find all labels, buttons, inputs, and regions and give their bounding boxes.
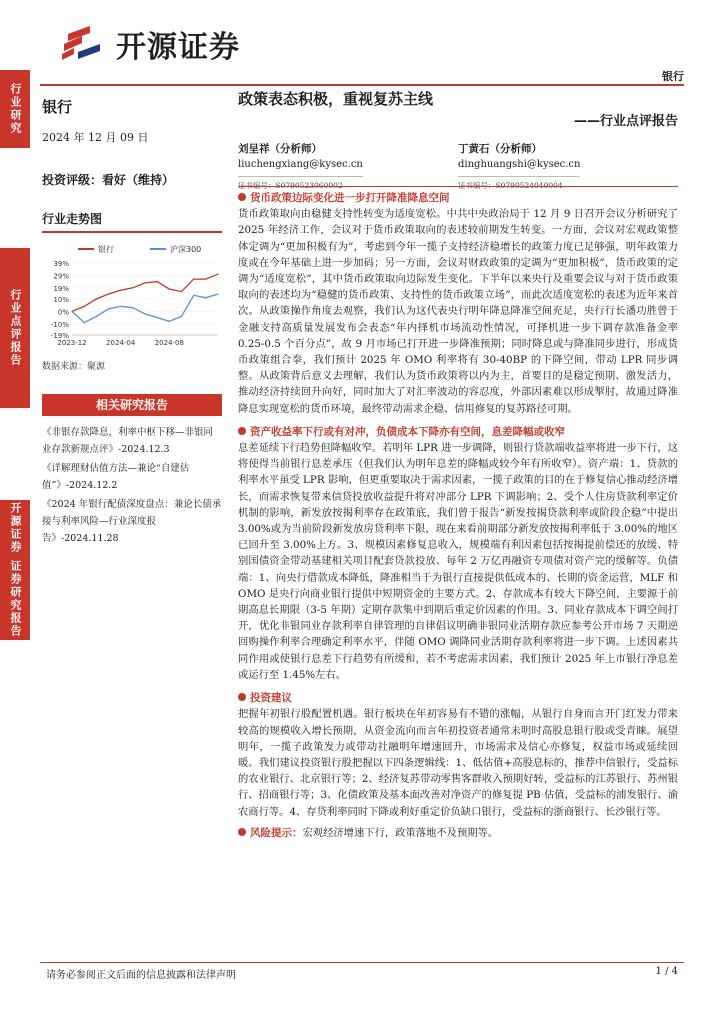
y-tick-label: 29%: [53, 272, 69, 281]
page-number: 1 / 4: [655, 966, 678, 977]
bullet-icon: [238, 193, 246, 201]
related-reports-header: 相关研究报告: [42, 394, 222, 416]
series-point: [96, 316, 97, 317]
series-point: [181, 316, 182, 317]
risk-warning: [238, 825, 678, 841]
main-body: [238, 188, 678, 843]
series-point: [217, 274, 218, 275]
series-point: [157, 281, 158, 282]
related-report-item[interactable]: 《非银存款降息，利率中枢下移—非银同业存款新规点评》-2024.12.3: [42, 427, 214, 455]
kysec-logo-icon: [60, 24, 106, 64]
analyst-rule: [238, 186, 678, 187]
series-point: [132, 307, 133, 308]
trend-title: 行业走势图: [42, 210, 222, 233]
section-heading: 资产收益率下行或有对冲，负债成本下降亦有空间，息差降幅或收窄: [238, 424, 678, 440]
section-paragraph: 货币政策取向由稳健支持性转变为适度宽松。中共中央政治局于 12 月 9 日召开会议分析研究了 2025 年经济工作，会议对于货币政策取向的表述较前期发生转变。一方面，会议对宏观政策整体定调为“更加积极有为”，考虑到今年一揽子支持经济稳增长的政策力度已足够强，明年政策力度或在今年基础上进一步加码；另一方面，会议对财政政策的定调为“更加积极”，货币政策的定调为“适度宽松”，其中货币政策取向边际发生变化。下半年以来央行及重要会议与对于货币政策取向的表述均为“稳健的货币政策、支持性的货币政策立场”，而此次适度宽松的表述为近年来首次。从政策操作角度去观察，我们认为这代表央行明年降息降准空间充足，央行行长潘功胜曾于金融支持高质量发展发布会表态“年内择机市场流动性情况，可择机进一步下调存款准备金率 0.25-0.5 个百分点”，故 9 月市场已打开进一步降准预期；同时降息或与降准同步进行，形成货币政策组合拳，我们预计 2025 年 OMO 利率将有 30-40BP 的下降空间，带动 LPR 同步调整。从政策背后意义去理解，我们认为货币政策将以内为主，首要目的是稳定预期、激发活力，推动经济持续回升向好，同时加大了对汇率波动的容忍度，外部因素难以形成掣肘，故通过降准降息实现宽松的货币环境，最终带动需求企稳、信用修复的复苏路径可期。: [238, 208, 678, 415]
footer-disclaimer: 请务必参阅正文后面的信息披露和法律声明: [46, 970, 236, 981]
section-paragraph: 把握年初银行股配置机遇。银行板块在年初容易有不错的涨幅，从银行自身而言开门红发力带来较高的规模收入增长预期，从资金流向而言年初投资者通常未明时高股息银行股或受青睐。展望明年，一揽子政策发力或带动社融明年增速回升，市场需求及信心亦修复，权益市场或延续回暖。我们建议投资银行股把握以下四条逻辑线：1、低估值+高股息标的，推荐中信银行，受益标的农业银行、北京银行等；2、经济复苏带动零售客群收入预期好转，受益标的江苏银行、苏州银行、招商银行等；3、化债政策及基本面改善对净资产的修复提 PB 估值，受益标的浦发银行、渝农商行等。4、存贷利率同时下降或利好重定价负缺口银行，受益标的浙商银行、长沙银行等。: [238, 708, 678, 818]
series-point: [169, 321, 170, 322]
header-industry: 银行: [662, 70, 684, 83]
sector-name: 银行: [42, 98, 73, 116]
series-point: [84, 322, 85, 323]
y-tick-label: 10%: [53, 296, 69, 304]
series-point: [96, 298, 97, 299]
related-reports-list: [42, 424, 222, 547]
report-subtitle: ——行业点评报告: [573, 114, 678, 129]
report-date: 2024 年 12 月 09 日: [42, 131, 149, 144]
series-point: [108, 293, 109, 294]
analyst-email[interactable]: dinghuangshi@kysec.cn: [458, 159, 581, 170]
analyst-email[interactable]: liuchengxiang@kysec.cn: [238, 159, 363, 170]
y-tick-label: 19%: [53, 284, 69, 293]
series-point: [84, 306, 85, 307]
brand-logo: [60, 22, 240, 66]
series-point: [120, 290, 121, 291]
bullet-icon: [238, 693, 246, 701]
side-strip-report-type: 行业点评报告: [0, 248, 30, 408]
x-tick-label: 2023-12: [57, 339, 87, 347]
risk-text: 宏观经济增速下行，政策落地不及预期等。: [302, 826, 499, 839]
side-strip-company: 开源证券 证券研究报告: [0, 500, 30, 640]
related-report-item[interactable]: 《详解理财估值方法—兼论“自建估值”》-2024.12.2: [42, 463, 190, 491]
series-point: [193, 295, 194, 296]
series-point: [120, 306, 121, 307]
side-strip-research: 行业研究: [0, 70, 30, 148]
left-column: [42, 96, 222, 549]
series-point: [71, 311, 72, 312]
analyst-name: 丁黄石（分析师）: [458, 143, 542, 155]
series-point: [157, 317, 158, 318]
bullet-icon: [238, 427, 246, 435]
y-tick-label: 39%: [53, 260, 69, 268]
trend-chart: [42, 241, 222, 351]
series-point: [205, 297, 206, 298]
data-source: 数据来源：聚源: [42, 362, 106, 372]
y-tick-label: -10%: [50, 320, 69, 329]
header-rule: [40, 84, 684, 86]
series-point: [193, 279, 194, 280]
section-heading: 货币政策边际变化进一步打开降准降息空间: [238, 190, 678, 206]
series-point: [217, 293, 218, 294]
legend-label: 沪深300: [170, 245, 202, 254]
brand-name: 开源证券: [116, 30, 240, 65]
analyst-name: 刘呈祥（分析师）: [238, 143, 322, 155]
series-point: [169, 288, 170, 289]
bullet-icon: [238, 828, 246, 836]
series-point: [205, 279, 206, 280]
series-point: [144, 313, 145, 314]
series-point: [144, 282, 145, 283]
series-line: [72, 294, 218, 323]
legend-label: 银行: [98, 245, 114, 254]
y-tick-label: -19%: [50, 332, 69, 340]
report-title: 政策表态积极，重视复苏主线: [238, 90, 434, 108]
series-line: [72, 274, 218, 311]
series-point: [132, 287, 133, 288]
x-tick-label: 2024-04: [106, 339, 136, 347]
x-tick-label: 2024-08: [154, 339, 184, 347]
series-point: [181, 291, 182, 292]
y-tick-label: 0%: [57, 308, 69, 317]
section-heading: 投资建议: [238, 690, 678, 706]
investment-rating: 投资评级：看好（维持）: [42, 173, 175, 187]
section-heading: 风险提示：: [238, 827, 303, 839]
footer-rule: [40, 962, 684, 963]
related-report-item[interactable]: 《2024 年银行配债深度盘点：兼论长债承接与利率风险—行业深度报告》-2024.11.28: [42, 499, 222, 544]
section-paragraph: 息差延续下行趋势但降幅收窄。若明年 LPR 进一步调降，则银行贷款端收益率将进一步下行，这将使得当前银行息差承压（但我们认为明年息差的降幅或较今年有所收窄）。资产端：1、贷款的利率水平虽受 LPR 影响，但更重要取决于需求因素，一揽子政策的目的在于修复信心推动经济增长，而需求恢复带来信贷投放收益提升将对冲部分 LPR 下调影响；2、受个人住房贷款利率定价机制的影响，新发放按揭利率存在政策底，我们曾于报告“新发按揭贷款利率或阶段企稳”中提出 3.00%或为当前阶段新发放房贷利率下限，现在来看前期部分新发放按揭利率低于 3.00%的地区已回升至 3.00%上方。3、规模因素修复息收入，规模端有利因素包括按揭提前偿还的放缓、特别国债资金带动基建相关项目配套贷款投放、每年 2 万亿再融资专项债对资产完的缓解等。负债端：1、向央行借款成本降低，降准相当于为银行直接提供低成本的、长期的资金运营，MLF 和 OMO 是央行向商业银行提供中短期资金的主要方式。2、存款成本有较大下降空间，主要源于前期高息长期限（3-5 年期）定期存款集中到期后重定价因素的作用。3、同业存款成本下调空间打开，优化非银同业存款利率自律管理的自律倡议明确非银同业活期存款应参考公开市场 7 天期逆回购操作利率合理确定利率水平，伴随 OMO 调降同业活期存款利率将进一步下调。上述因素共同作用或使银行息差下行趋势有所缓和，若不考虑需求因素，我们预计 2025 年上市银行净息差或运行至 1.45%左右。: [238, 442, 678, 681]
series-point: [108, 308, 109, 309]
